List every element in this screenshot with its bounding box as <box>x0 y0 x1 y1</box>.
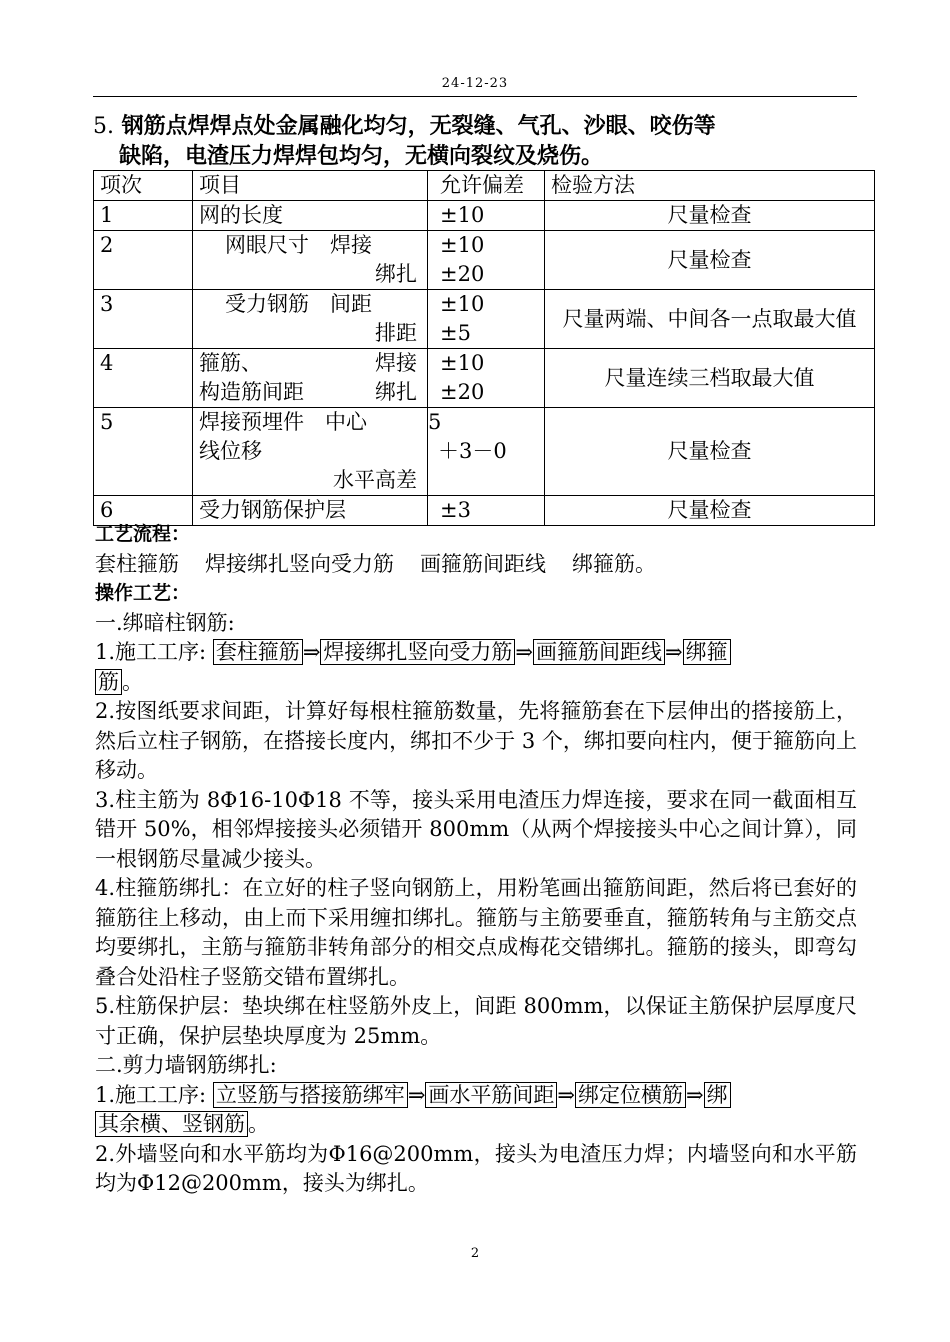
row-no: 6 <box>94 496 193 526</box>
tolerance-table <box>93 170 875 526</box>
row-item-line: 受力钢筋 间距 <box>225 292 372 316</box>
arrow-icon: ⇒ <box>557 1082 576 1107</box>
table-row <box>94 349 875 408</box>
table-row <box>94 408 875 496</box>
row-no: 3 <box>94 290 193 349</box>
row-method: 尺量检查 <box>545 201 875 231</box>
row-item-part: 焊接 <box>375 351 417 375</box>
arrow-icon: ⇒ <box>686 1082 704 1107</box>
row-item-part: 构造筋间距 <box>199 380 304 404</box>
row-item-line <box>199 378 421 407</box>
row-deviation-line: ±20 <box>440 262 485 286</box>
document-body <box>95 520 857 1199</box>
procedure-box: 画箍筋间距线 <box>533 639 665 665</box>
procedure-box: 绑箍 <box>683 639 731 665</box>
arrow-icon: ⇒ <box>302 640 321 664</box>
procedure-box: 筋 <box>95 669 122 695</box>
paragraph: 4.柱箍筋绑扎：在立好的柱子竖向钢筋上，用粉笔画出箍筋间距，然后将已套好的箍筋往上移动，由上而下采用缠扣绑扎。箍筋与主筋要垂直，箍筋转角与主筋交点均要绑扎，主筋与箍筋非转角部分的相交点成梅花交错绑扎。箍筋的接头，即弯勾叠合处沿柱子竖筋交错布置绑扎。 <box>95 876 857 989</box>
process-flow <box>95 550 857 580</box>
table-row <box>94 231 875 290</box>
header-rule <box>93 96 857 97</box>
row-item-line: 线位移 <box>199 439 262 463</box>
procedure-box: 画水平筋间距 <box>425 1082 557 1108</box>
section-title: 二.剪力墙钢筋绑扎: <box>95 1053 277 1077</box>
row-method: 尺量检查 <box>545 408 875 496</box>
process-step: 套柱箍筋 <box>95 551 179 576</box>
row-deviation <box>428 231 545 290</box>
row-item-line: 绑扎 <box>375 262 417 286</box>
quality-item-5 <box>93 112 863 172</box>
row-item-line: 排距 <box>375 321 417 345</box>
item5-text-1: 钢筋点焊焊点处金属融化均匀，无裂缝、气孔、沙眼、咬伤等 <box>121 114 716 139</box>
header-cell-item: 项目 <box>193 171 428 201</box>
operation-title: 操作工艺： <box>95 582 191 604</box>
arrow-icon: ⇒ <box>665 640 683 664</box>
row-deviation: ±10 <box>428 201 545 231</box>
row-deviation-line: ＋3－0 <box>438 439 507 463</box>
item5-number: 5. <box>93 114 114 139</box>
table-row <box>94 201 875 231</box>
row-item: 受力钢筋保护层 <box>193 496 428 526</box>
row-deviation: ±3 <box>428 496 545 526</box>
row-no: 2 <box>94 231 193 290</box>
paragraph: 3.柱主筋为 8Φ16-10Φ18 不等，接头采用电渣压力焊连接，要求在同一截面相互错开 50%，相邻焊接接头必须错开 800mm（从两个焊接接头中心之间计算），同一根钢筋尽量减少接头。 <box>95 787 857 871</box>
table-row <box>94 290 875 349</box>
procedure-end: 。 <box>248 1112 269 1136</box>
row-no: 5 <box>94 408 193 496</box>
row-deviation-line: ±20 <box>440 380 485 404</box>
procedure-end: 。 <box>122 669 143 694</box>
row-item-line: 焊接预埋件 中心 <box>199 410 367 434</box>
row-no: 1 <box>94 201 193 231</box>
row-item <box>193 349 428 408</box>
row-method: 尺量连续三档取最大值 <box>545 349 875 408</box>
row-method: 尺量检查 <box>545 231 875 290</box>
procedure-flow <box>95 1081 857 1140</box>
item5-text-2: 缺陷，电渣压力焊焊包均匀，无横向裂纹及烧伤。 <box>119 144 604 169</box>
procedure-label: 1.施工工序: <box>95 640 207 664</box>
arrow-icon: ⇒ <box>407 1082 426 1107</box>
row-item-part: 箍筋、 <box>199 351 262 375</box>
page-number: 2 <box>470 1246 480 1261</box>
row-deviation-line: ±10 <box>440 233 485 257</box>
paragraph: 5.柱筋保护层：垫块绑在柱竖筋外皮上，间距 800mm，以保证主筋保护层厚度尺寸正确，保护层垫块厚度为 25mm。 <box>95 994 857 1048</box>
procedure-box: 绑定位横筋 <box>575 1082 686 1108</box>
section-title: 一.绑暗柱钢筋: <box>95 610 235 635</box>
procedure-box: 套柱箍筋 <box>213 639 303 665</box>
procedure-flow <box>95 638 857 697</box>
procedure-box: 立竖筋与搭接筋绑牢 <box>213 1082 408 1108</box>
row-method: 尺量检查 <box>545 496 875 526</box>
row-no: 4 <box>94 349 193 408</box>
process-step: 焊接绑扎竖向受力筋 <box>205 551 394 576</box>
process-step: 绑箍筋。 <box>572 551 656 576</box>
arrow-icon: ⇒ <box>515 640 534 664</box>
header-date: 24-12-23 <box>441 76 509 91</box>
row-method: 尺量两端、中间各一点取最大值 <box>545 290 875 349</box>
row-item-line <box>199 349 421 378</box>
header-cell-deviation: 允许偏差 <box>428 171 545 201</box>
paragraph: 2.按图纸要求间距，计算好每根柱箍筋数量，先将箍筋套在下层伸出的搭接筋上，然后立柱子钢筋，在搭接长度内，绑扣不少于 3 个，绑扣要向柱内，便于箍筋向上移动。 <box>95 699 857 782</box>
process-step: 画箍筋间距线 <box>420 551 546 576</box>
procedure-box: 其余横、竖钢筋 <box>95 1111 248 1137</box>
header-cell-no: 项次 <box>94 171 193 201</box>
paragraph: 2.外墙竖向和水平筋均为Φ16@200mm，接头为电渣压力焊；内墙竖向和水平筋均为Φ12@200mm，接头为绑扎。 <box>95 1141 857 1195</box>
process-title: 工艺流程： <box>95 523 191 545</box>
row-deviation <box>428 290 545 349</box>
item5-line1 <box>93 112 863 142</box>
procedure-box: 焊接绑扎竖向受力筋 <box>320 639 515 665</box>
row-item-line: 网眼尺寸 焊接 <box>225 233 372 257</box>
procedure-label: 1.施工工序: <box>95 1082 207 1107</box>
row-item: 网的长度 <box>193 201 428 231</box>
row-deviation-line: ±5 <box>440 321 471 345</box>
row-item <box>193 290 428 349</box>
row-item <box>193 408 428 496</box>
row-deviation <box>428 408 545 496</box>
row-deviation-line: ±10 <box>440 292 485 316</box>
procedure-box: 绑 <box>704 1082 731 1108</box>
row-item-line: 水平高差 <box>333 468 417 492</box>
row-item-part: 绑扎 <box>375 380 417 404</box>
row-deviation <box>428 349 545 408</box>
table-header-row <box>94 171 875 201</box>
row-item <box>193 231 428 290</box>
row-deviation-line: ±10 <box>440 351 485 375</box>
header-cell-method: 检验方法 <box>545 171 875 201</box>
row-deviation-line: 5 <box>428 410 442 434</box>
